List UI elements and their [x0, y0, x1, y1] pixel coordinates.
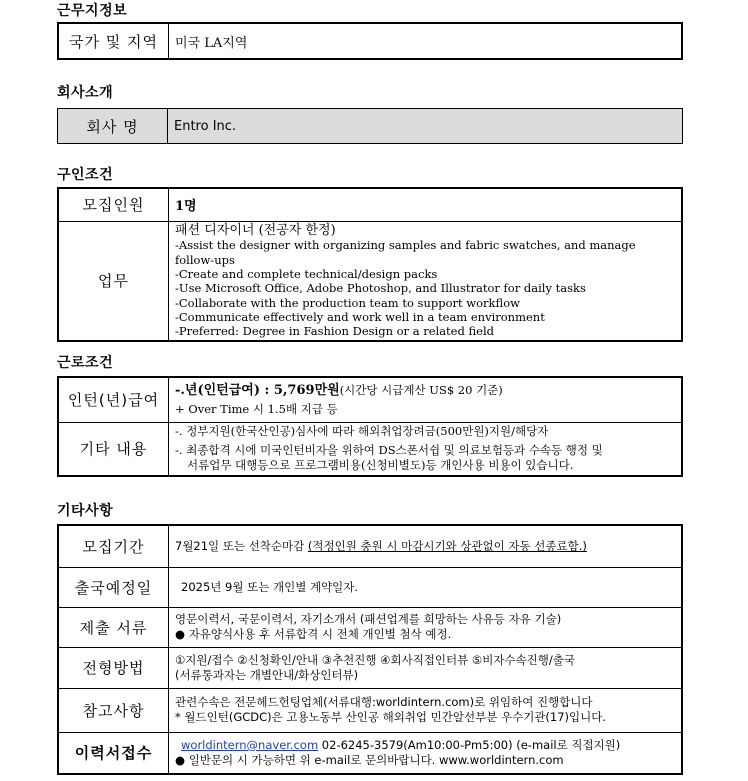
company-value: Entro Inc. — [168, 109, 683, 144]
process-line: ①지원/접수 ②신청확인/안내 ③추천진행 ④회사직접인터뷰 ⑤비자수속진행/출국 — [175, 652, 575, 667]
salary-label: 인턴(년)급여 — [58, 377, 169, 422]
other-table — [57, 524, 683, 775]
conditions-table — [57, 376, 683, 477]
ref-line: * 월드인턴(GCDC)은 고용노동부 산인공 해외취업 민간알선부분 우수기관(17)입니다. — [175, 710, 607, 724]
process-label: 전형방법 — [58, 647, 169, 688]
duty-line: -Use Microsoft Office, Adobe Photoshop, and Illustrator for daily tasks — [175, 281, 586, 296]
location-value: 미국 LA지역 — [169, 23, 683, 59]
apply-line2: ● 일반문의 시 가능하면 위 e-mail로 문의바랍니다. www.worldintern.com — [175, 752, 564, 767]
company-table — [57, 108, 683, 144]
process-cell — [169, 647, 683, 688]
misc-line: -. 정부지원(한국산인공)심사에 따라 해외취업장려금(500만원)지원/해당자 — [175, 424, 549, 439]
misc-line: -. 최종합격 시에 미국인턴비자을 위하여 DS스폰서쉽 및 의료보험등과 수속등 행정 및 — [175, 443, 603, 458]
section-title-other: 기타사항 — [57, 503, 114, 519]
salary-overtime: + Over Time 시 1.5배 지급 등 — [175, 402, 338, 417]
duty-line: 패션 디자이너 (전공자 한정) — [175, 223, 336, 239]
ref-label: 참고사항 — [58, 688, 169, 732]
apply-contact: 02-6245-3579(Am10:00-Pm5:00) (e-mail로 직접지원) — [318, 737, 621, 752]
docs-line: 영문이력서, 국문이력서, 자기소개서 (패션업계를 희망하는 사유등 자유 기술) — [175, 612, 562, 626]
ref-line: 관련수속은 전문헤드헌팅업체(서류대행:worldintern.com)로 위임하여 진행합니다 — [175, 695, 593, 709]
section-title-company: 회사소개 — [57, 85, 114, 101]
recruit-table — [57, 187, 683, 342]
salary-main: -.년(인턴급여) : 5,769만원 — [175, 383, 340, 399]
period-cell — [169, 525, 683, 567]
section-title-conditions: 근로조건 — [57, 355, 114, 371]
misc-label: 기타 내용 — [58, 422, 169, 476]
period-text: 7월21일 또는 선착순마감 — [175, 539, 308, 554]
apply-label: 이력서접수 — [58, 732, 169, 774]
location-label: 국가 및 지역 — [58, 23, 169, 59]
headcount-label: 모집인원 — [58, 188, 169, 221]
duty-line: -Assist the designer with organizing samples and fabric swatches, and manage — [175, 238, 636, 253]
duty-cell — [169, 221, 683, 341]
departure-value: 2025년 9월 또는 개인별 계약일자. — [169, 567, 683, 607]
misc-line: 서류업무 대행등으로 프로그램비용(신청비별도)등 개인사용 비용이 있습니다. — [187, 458, 574, 473]
section-title-recruit: 구인조건 — [57, 167, 114, 183]
section-title-work-location: 근무지정보 — [57, 3, 128, 19]
docs-label: 제출 서류 — [58, 607, 169, 647]
location-table — [57, 22, 683, 60]
duty-line: -Collaborate with the production team to support workflow — [175, 295, 520, 310]
headcount-value: 1명 — [169, 188, 683, 221]
duty-line: -Create and complete technical/design packs — [175, 266, 438, 281]
duty-line: -Communicate effectively and work well in a team environment — [175, 309, 545, 324]
period-label: 모집기간 — [58, 525, 169, 567]
salary-cell — [169, 377, 683, 422]
ref-cell — [169, 688, 683, 732]
docs-line: ● 자유양식사용 후 서류합격 시 전체 개인별 첨삭 예정. — [175, 627, 452, 641]
salary-note: (시간당 시급계산 US$ 20 기준) — [339, 383, 503, 398]
duty-label: 업무 — [58, 221, 169, 341]
company-label: 회사 명 — [58, 109, 168, 144]
duty-line: follow-ups — [175, 252, 235, 267]
period-note: (적정인원 충원 시 마감시기와 상관없이 자동 선종료함.) — [307, 539, 587, 554]
misc-cell — [169, 422, 683, 476]
duty-line: -Preferred: Degree in Fashion Design or a related field — [175, 324, 495, 339]
apply-cell — [169, 732, 683, 774]
docs-cell — [169, 607, 683, 647]
process-line: (서류통과자는 개별안내/화상인터뷰) — [175, 667, 359, 682]
departure-label: 출국예정일 — [58, 567, 169, 607]
apply-email-link[interactable]: worldintern@naver.com — [181, 737, 319, 752]
